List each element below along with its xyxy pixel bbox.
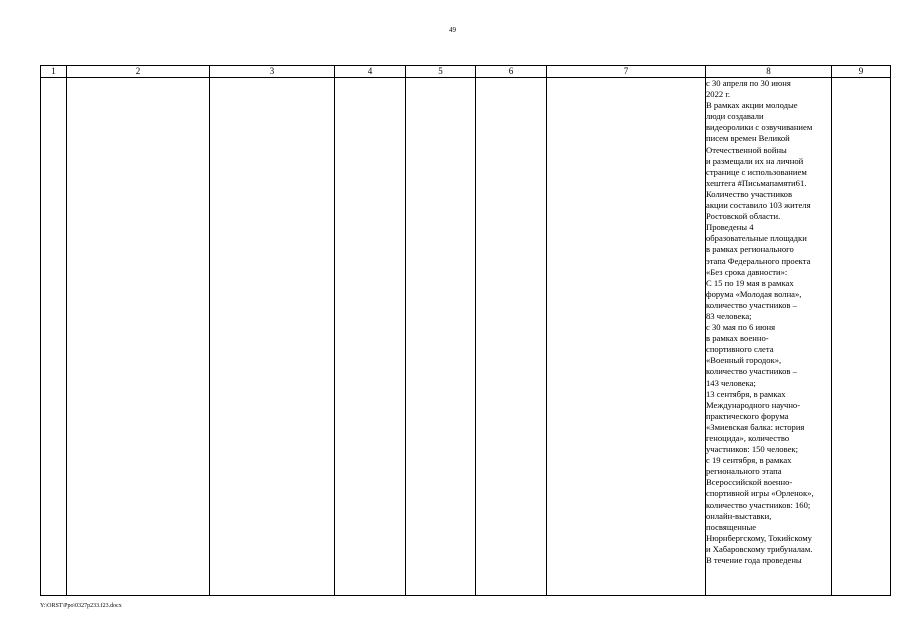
table-cell-col9 bbox=[832, 78, 891, 596]
table-cell-col7 bbox=[547, 78, 706, 596]
table-cell-col8 bbox=[706, 78, 832, 596]
cell-text-line: 143 человека; bbox=[706, 377, 756, 388]
cell-text-line: с 19 сентября, в рамках bbox=[706, 455, 792, 466]
table-row bbox=[41, 78, 891, 596]
table-cell-col2 bbox=[67, 78, 210, 596]
table-cell-col3 bbox=[210, 78, 335, 596]
cell-text-line: хештега #Письмапамяти61. bbox=[706, 177, 807, 188]
header-row bbox=[41, 66, 891, 78]
column-header-7: 7 bbox=[547, 66, 706, 78]
cell-text-line: странице с использованием bbox=[706, 166, 807, 177]
cell-text-line: писем времен Великой bbox=[706, 133, 790, 144]
page-number: 49 bbox=[449, 26, 456, 34]
cell-text-line: с 30 мая по 6 июня bbox=[706, 322, 776, 333]
cell-text-line: участников: 150 человек; bbox=[706, 444, 798, 455]
cell-text-line: В течение года проведены bbox=[706, 555, 802, 566]
cell-text-line: люди создавали bbox=[706, 111, 764, 122]
cell-text-line: образовательные площадки bbox=[706, 233, 807, 244]
table-cell-col4 bbox=[335, 78, 406, 596]
column-header-6: 6 bbox=[476, 66, 547, 78]
table-cell-col6 bbox=[476, 78, 547, 596]
cell-text-line: в рамках регионального bbox=[706, 244, 794, 255]
cell-text-line: «Без срока давности»: bbox=[706, 266, 788, 277]
cell-text-line: практического форума bbox=[706, 410, 789, 421]
footer-file-path: Y:\ORST\Ppo\0327p233.f23.docx bbox=[40, 603, 122, 609]
report-table bbox=[40, 65, 891, 596]
cell-text-line: 2022 г. bbox=[706, 89, 731, 100]
cell-text-line: 13 сентября, в рамках bbox=[706, 388, 786, 399]
cell-text-line: С 15 по 19 мая в рамках bbox=[706, 277, 794, 288]
cell-text-line: «Змиевская балка: история bbox=[706, 421, 805, 432]
cell-text-line: количество участников: 160; bbox=[706, 499, 811, 510]
column-header-1: 1 bbox=[41, 66, 67, 78]
column-header-5: 5 bbox=[406, 66, 476, 78]
cell-text-line: в рамках военно- bbox=[706, 333, 769, 344]
cell-text-line: форума «Молодая волна», bbox=[706, 288, 802, 299]
cell-text-line: количество участников – bbox=[706, 366, 797, 377]
cell-text-line: Проведены 4 bbox=[706, 222, 754, 233]
cell-text-line: Количество участников bbox=[706, 188, 793, 199]
column-header-4: 4 bbox=[335, 66, 406, 78]
column-header-8: 8 bbox=[706, 66, 832, 78]
cell-text-line: В рамках акции молодые bbox=[706, 100, 798, 111]
cell-text-line: регионального этапа bbox=[706, 466, 782, 477]
column-header-3: 3 bbox=[210, 66, 335, 78]
column-header-2: 2 bbox=[67, 66, 210, 78]
column-header-9: 9 bbox=[832, 66, 891, 78]
cell-text-line: онлайн-выставки, bbox=[706, 510, 772, 521]
cell-text-line: количество участников – bbox=[706, 299, 797, 310]
cell-text-line: этапа Федерального проекта bbox=[706, 255, 811, 266]
cell-text-line: геноцида», количество bbox=[706, 433, 790, 443]
cell-text-line: с 30 апреля по 30 июня bbox=[706, 78, 791, 88]
cell-text-line: Нюрнбергскому, Токийскому bbox=[706, 532, 812, 543]
cell-text-line: Всероссийской военно- bbox=[706, 477, 793, 488]
cell-text-line: видеоролики с озвучиванием bbox=[706, 122, 813, 133]
cell-text-line: 83 человека; bbox=[706, 310, 752, 321]
cell-text-line: спортивной игры «Орленок», bbox=[706, 488, 814, 499]
cell-text-line: акции составило 103 жителя bbox=[706, 200, 811, 211]
cell-text-line: Международного научно- bbox=[706, 399, 801, 410]
cell-text-line: спортивного слета bbox=[706, 344, 774, 355]
table-cell-col1 bbox=[41, 78, 67, 596]
cell-text-line: Ростовской области. bbox=[706, 211, 781, 222]
cell-text-line: Отечественной войны bbox=[706, 144, 787, 155]
cell-text-line: и Хабаровскому трибуналам. bbox=[706, 543, 813, 554]
cell-text-line: посвященные bbox=[706, 521, 757, 532]
cell-text-line: и размещали их на личной bbox=[706, 155, 804, 166]
cell-text-line: «Военный городок», bbox=[706, 355, 782, 366]
table-cell-col5 bbox=[406, 78, 476, 596]
